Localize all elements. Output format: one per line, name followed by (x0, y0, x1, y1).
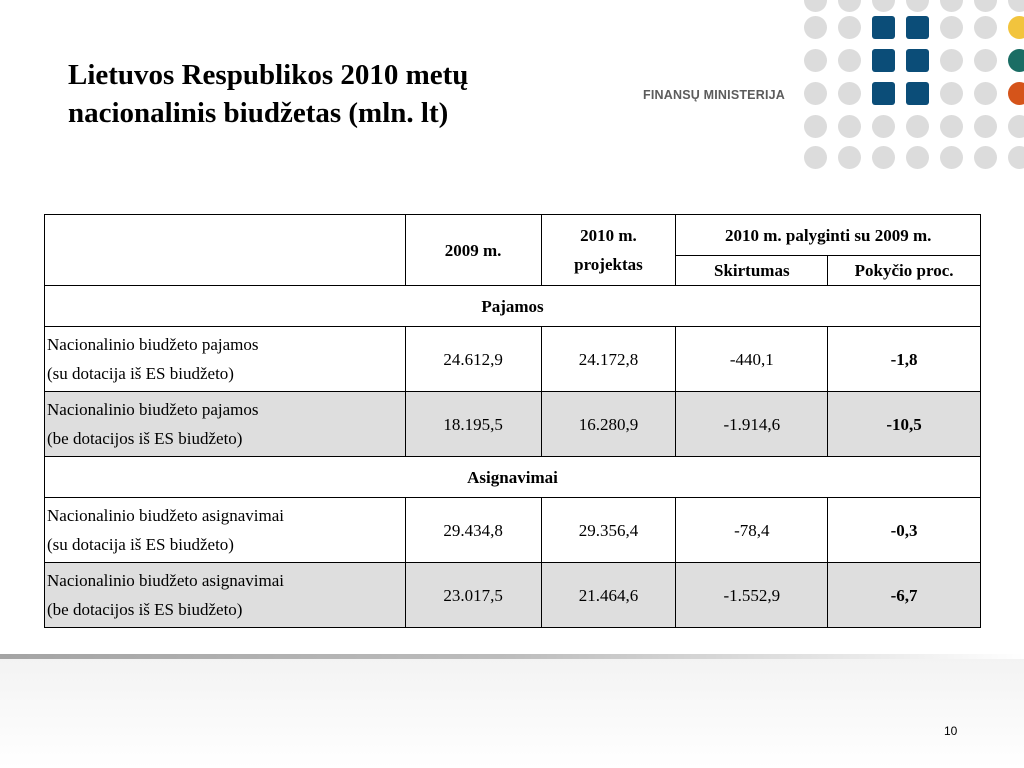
logo-gray-dot (974, 115, 997, 138)
header-2010-line-2: projektas (574, 255, 643, 274)
logo-gray-dot (804, 146, 827, 169)
value-2009: 29.434,8 (405, 498, 541, 563)
logo-gray-dot (872, 146, 895, 169)
logo-yellow-dot (1008, 16, 1024, 39)
logo-blue-square (872, 82, 895, 105)
row-label-line-1: Nacionalinio biudžeto asignavimai (47, 571, 284, 590)
logo-blue-square (906, 82, 929, 105)
value-2010: 29.356,4 (541, 498, 676, 563)
header-2010-projektas (541, 215, 676, 286)
header-pokycio-proc: Pokyčio proc. (828, 256, 981, 286)
value-2010: 24.172,8 (541, 327, 676, 392)
value-2010: 16.280,9 (541, 392, 676, 457)
section-row (45, 286, 981, 327)
value-2009: 24.612,9 (405, 327, 541, 392)
logo-gray-dot (940, 0, 963, 12)
logo-gray-dot (940, 16, 963, 39)
section-row (45, 457, 981, 498)
row-label-line-2: (su dotacija iš ES biudžeto) (47, 364, 234, 383)
logo-gray-dot (872, 0, 895, 12)
value-change-percent: -6,7 (828, 563, 981, 628)
value-change-percent: -1,8 (828, 327, 981, 392)
header-2010-line-1: 2010 m. (580, 226, 637, 245)
logo-gray-dot (906, 115, 929, 138)
logo-gray-dot (906, 146, 929, 169)
table-row (45, 392, 981, 457)
row-label (45, 327, 406, 392)
logo-teal-dot (1008, 49, 1024, 72)
row-label-line-2: (be dotacijos iš ES biudžeto) (47, 429, 243, 448)
logo-gray-dot (838, 0, 861, 12)
header-2009: 2009 m. (405, 215, 541, 286)
logo-gray-dot (838, 115, 861, 138)
logo-gray-dot (804, 82, 827, 105)
logo-blue-square (872, 16, 895, 39)
row-label (45, 563, 406, 628)
slide-title-line-2: nacionalinis biudžetas (mln. lt) (68, 97, 449, 129)
value-2009: 23.017,5 (405, 563, 541, 628)
footer-background (0, 659, 1024, 768)
header-comparison: 2010 m. palyginti su 2009 m. (676, 215, 981, 256)
logo-gray-dot (838, 49, 861, 72)
logo-gray-dot (974, 82, 997, 105)
logo-gray-dot (940, 49, 963, 72)
row-label-line-1: Nacionalinio biudžeto pajamos (47, 335, 259, 354)
logo-gray-dot (940, 115, 963, 138)
row-label-line-2: (be dotacijos iš ES biudžeto) (47, 600, 243, 619)
logo-gray-dot (804, 16, 827, 39)
header-empty-cell (45, 215, 406, 286)
section-title: Pajamos (45, 286, 981, 327)
row-label-line-2: (su dotacija iš ES biudžeto) (47, 535, 234, 554)
row-label (45, 392, 406, 457)
value-difference: -78,4 (676, 498, 828, 563)
logo-gray-dot (1008, 0, 1024, 12)
table-row (45, 563, 981, 628)
table-header-row (45, 215, 981, 256)
logo-gray-dot (940, 146, 963, 169)
logo-gray-dot (974, 16, 997, 39)
value-difference: -440,1 (676, 327, 828, 392)
page-number: 10 (944, 724, 958, 738)
logo-gray-dot (974, 49, 997, 72)
logo-gray-dot (940, 82, 963, 105)
value-difference: -1.552,9 (676, 563, 828, 628)
logo-gray-dot (974, 146, 997, 169)
value-2010: 21.464,6 (541, 563, 676, 628)
logo-gray-dot (804, 115, 827, 138)
table-row (45, 327, 981, 392)
ministry-logo-text: FINANSŲ MINISTERIJA (643, 88, 786, 102)
logo-blue-square (872, 49, 895, 72)
slide-title-line-1: Lietuvos Respublikos 2010 metų (68, 59, 469, 91)
logo-gray-dot (1008, 146, 1024, 169)
logo-gray-dot (872, 115, 895, 138)
logo-gray-dot (838, 16, 861, 39)
row-label-line-1: Nacionalinio biudžeto pajamos (47, 400, 259, 419)
logo-gray-dot (838, 146, 861, 169)
value-2009: 18.195,5 (405, 392, 541, 457)
header-skirtumas: Skirtumas (676, 256, 828, 286)
table-row (45, 498, 981, 563)
section-title: Asignavimai (45, 457, 981, 498)
logo-gray-dot (1008, 115, 1024, 138)
logo-gray-dot (906, 0, 929, 12)
value-change-percent: -0,3 (828, 498, 981, 563)
logo-gray-dot (804, 49, 827, 72)
slide-title (68, 56, 468, 132)
row-label-line-1: Nacionalinio biudžeto asignavimai (47, 506, 284, 525)
logo-gray-dot (804, 0, 827, 12)
logo-blue-square (906, 16, 929, 39)
value-change-percent: -10,5 (828, 392, 981, 457)
value-difference: -1.914,6 (676, 392, 828, 457)
logo-gray-dot (974, 0, 997, 12)
row-label (45, 498, 406, 563)
logo-gray-dot (838, 82, 861, 105)
logo-blue-square (906, 49, 929, 72)
budget-table (44, 214, 981, 628)
logo-orange-dot (1008, 82, 1024, 105)
